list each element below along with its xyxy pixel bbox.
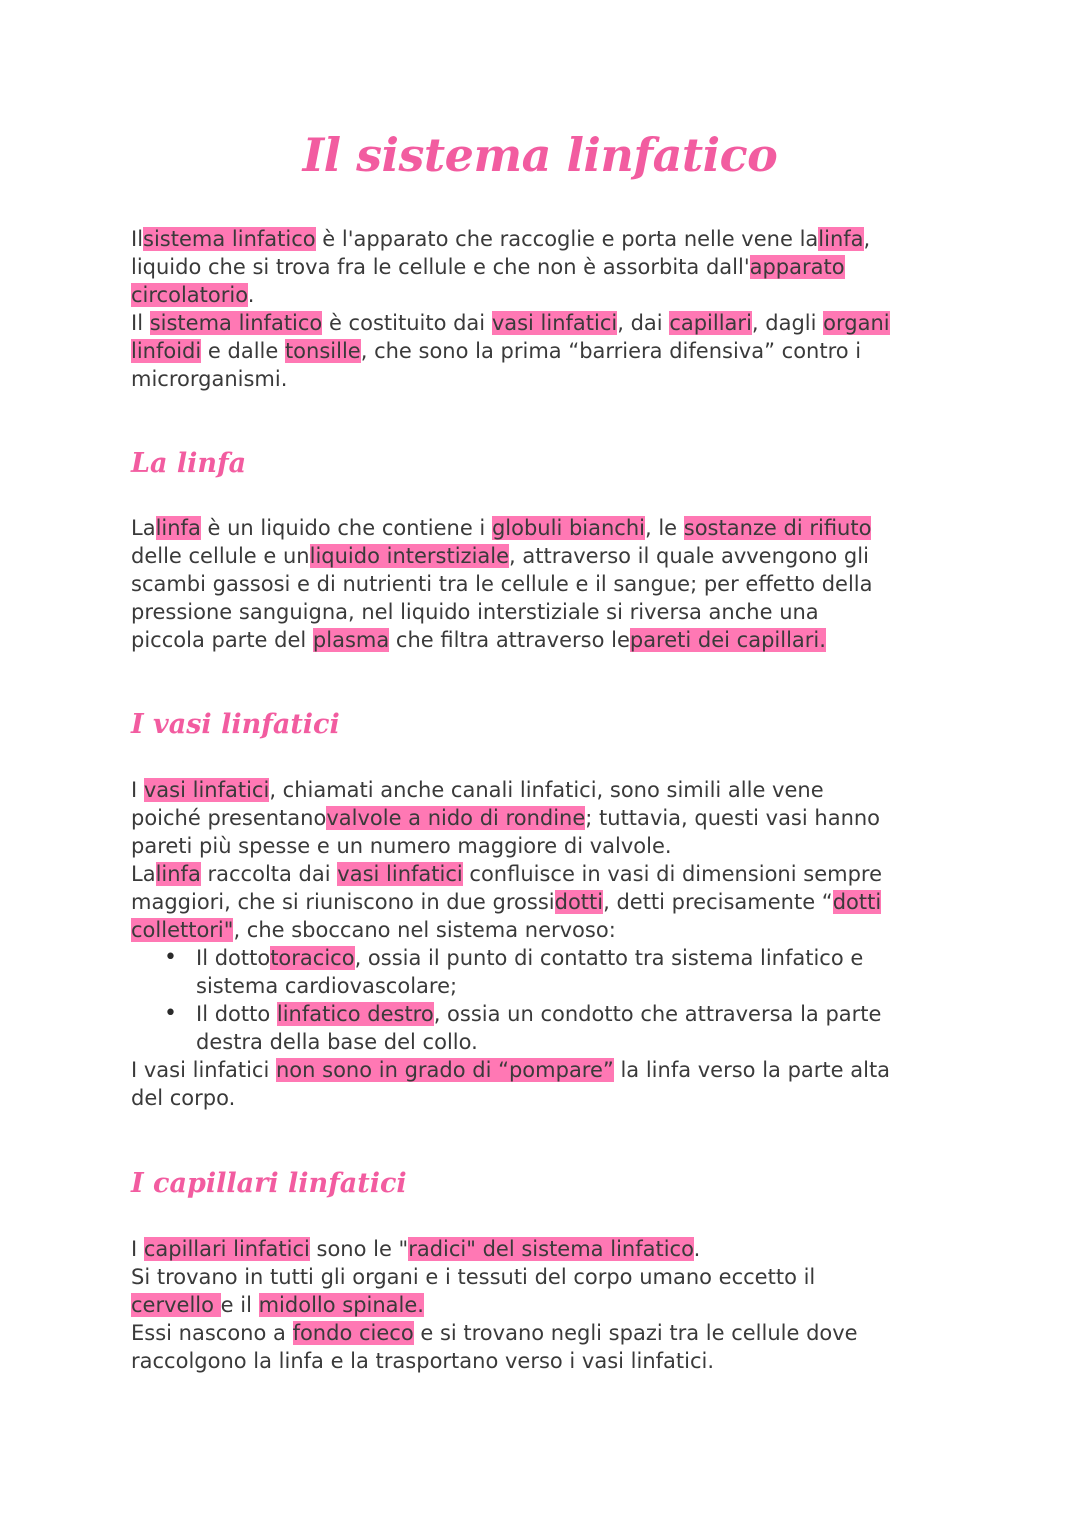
- section-heading-linfa: La linfa: [131, 448, 247, 479]
- text-line: liquido che si trova fra le cellule e che non è assorbita dall'apparato: [131, 255, 845, 279]
- text-line: • Il dotto linfatico destro, ossia un condotto che attraversa la parte: [196, 1002, 882, 1026]
- highlight: globuli bianchi: [491, 516, 645, 540]
- highlight: toracico: [270, 946, 355, 970]
- text-line: circolatorio.: [131, 283, 255, 307]
- text-line: piccola parte del plasma che filtra attraverso lepareti dei capillari.: [131, 628, 826, 652]
- text-line: Il sistema linfatico è costituito dai vasi linfatici, dai capillari, dagli organi: [131, 311, 890, 335]
- highlight: capillari: [669, 311, 752, 335]
- highlight: vasi linfatici: [491, 311, 618, 335]
- text-line: Ilsistema linfatico è l'apparato che raccoglie e porta nelle vene lalinfa,: [131, 227, 871, 251]
- text-line: poiché presentanovalvole a nido di rondine; tuttavia, questi vasi hanno: [131, 806, 881, 830]
- highlight: linfatico destro: [276, 1002, 434, 1026]
- text-line: microrganismi.: [131, 367, 288, 391]
- text-line: pressione sanguigna, nel liquido interstiziale si riversa anche una: [131, 600, 819, 624]
- text-line: I capillari linfatici sono le "radici" del sistema linfatico.: [131, 1237, 701, 1261]
- highlight: cervello: [131, 1293, 221, 1317]
- highlight: vasi linfatici: [143, 778, 270, 802]
- highlight: collettori": [131, 918, 234, 942]
- text-line: destra della base del collo.: [196, 1030, 478, 1054]
- vasi-paragraph: [131, 776, 951, 1112]
- text-line: I vasi linfatici non sono in grado di “pompare” la linfa verso la parte alta: [131, 1058, 891, 1082]
- list-item: [131, 1000, 951, 1056]
- linfa-paragraph: [131, 514, 951, 654]
- highlight: vasi linfatici: [337, 862, 463, 886]
- highlight: tonsille: [284, 339, 361, 363]
- highlight: valvole a nido di rondine: [326, 806, 586, 830]
- highlight: radici" del sistema linfatico: [408, 1237, 694, 1261]
- text-line: Lalinfa raccolta dai vasi linfatici confluisce in vasi di dimensioni sempre: [131, 862, 882, 886]
- text-line: collettori", che sboccano nel sistema nervoso:: [131, 918, 616, 942]
- highlight: fondo cieco: [292, 1321, 414, 1345]
- capillari-paragraph: [131, 1235, 951, 1375]
- text-line: delle cellule e unliquido interstiziale, attraverso il quale avvengono gli: [131, 544, 869, 568]
- text-line: linfoidi e dalle tonsille, che sono la prima “barriera difensiva” contro i: [131, 339, 862, 363]
- page-title: Il sistema linfatico: [302, 128, 778, 182]
- text-line: scambi gassosi e di nutrienti tra le cellule e il sangue; per effetto della: [131, 572, 873, 596]
- highlight: sistema linfatico: [149, 311, 323, 335]
- text-line: Essi nascono a fondo cieco e si trovano negli spazi tra le cellule dove: [131, 1321, 858, 1345]
- highlight: pareti dei capillari.: [629, 628, 826, 652]
- highlight: capillari linfatici: [143, 1237, 310, 1261]
- section-heading-vasi: I vasi linfatici: [131, 709, 340, 740]
- highlight: linfa: [155, 862, 201, 886]
- highlight: non sono in grado di “pompare”: [275, 1058, 614, 1082]
- text-line: cervello e il midollo spinale.: [131, 1293, 424, 1317]
- highlight: sistema linfatico: [143, 227, 316, 251]
- list-item: [131, 944, 951, 1000]
- text-line: I vasi linfatici, chiamati anche canali linfatici, sono simili alle vene: [131, 778, 824, 802]
- text-line: Si trovano in tutti gli organi e i tessuti del corpo umano eccetto il: [131, 1265, 816, 1289]
- text-line: del corpo.: [131, 1086, 236, 1110]
- text-line: pareti più spesse e un numero maggiore di valvole.: [131, 834, 672, 858]
- text-line: raccolgono la linfa e la trasportano verso i vasi linfatici.: [131, 1349, 715, 1373]
- highlight: linfa: [155, 516, 201, 540]
- highlight: sostanze di rifiuto: [683, 516, 872, 540]
- highlight: apparato: [749, 255, 845, 279]
- highlight: plasma: [312, 628, 390, 652]
- section-heading-capillari: I capillari linfatici: [131, 1168, 407, 1199]
- text-line: • Il dottotoracico, ossia il punto di contatto tra sistema linfatico e: [196, 946, 864, 970]
- highlight: dotti: [832, 890, 882, 914]
- text-line: sistema cardiovascolare;: [196, 974, 458, 998]
- highlight: circolatorio: [131, 283, 248, 307]
- text-line: Lalinfa è un liquido che contiene i globuli bianchi, le sostanze di rifiuto: [131, 516, 872, 540]
- highlight: dotti: [554, 890, 604, 914]
- intro-paragraph: [131, 225, 951, 393]
- highlight: linfoidi: [131, 339, 202, 363]
- highlight: midollo spinale.: [258, 1293, 424, 1317]
- text-line: maggiori, che si riuniscono in due grossidotti, detti precisamente “dotti: [131, 890, 882, 914]
- highlight: organi: [823, 311, 890, 335]
- highlight: liquido interstiziale: [309, 544, 510, 568]
- bullet-list: [131, 944, 951, 1056]
- highlight: linfa: [818, 227, 864, 251]
